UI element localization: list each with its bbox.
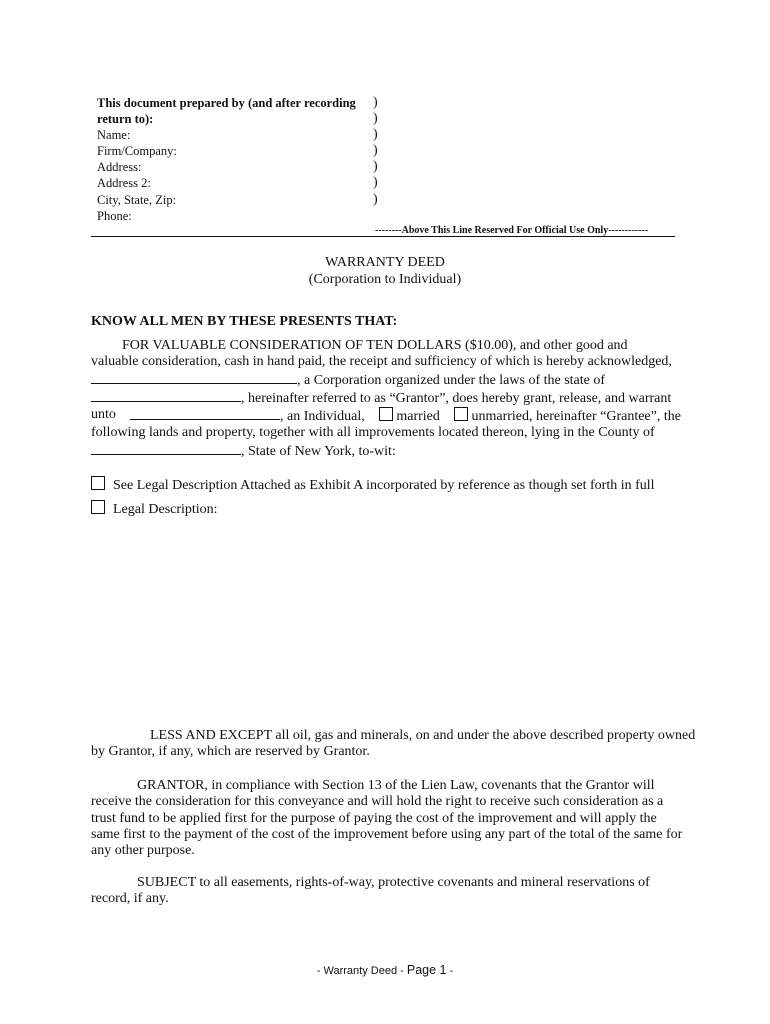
consideration-line3: , a Corporation organized under the laws of the state of [297, 372, 606, 388]
footer-doc-name: - Warranty Deed - [316, 965, 404, 977]
official-use-notice: --------Above This Line Reserved For Official Use Only------------ [375, 225, 649, 236]
document-title: WARRANTY DEED [325, 255, 445, 270]
divider-rule [91, 236, 675, 237]
individual-label: , an Individual, [279, 409, 365, 425]
exhibit-label: See Legal Description Attached as Exhibit A incorporated by reference as though set forth in full [113, 478, 655, 493]
grantor-line1: GRANTOR, in compliance with Section 13 of the Lien Law, covenants that the Grantor will [137, 778, 655, 793]
subject-line2: record, if any. [91, 891, 169, 907]
subject-line1: SUBJECT to all easements, rights-of-way, protective covenants and mineral reservations of [137, 875, 650, 890]
know-all-heading: KNOW ALL MEN BY THESE PRESENTS THAT: [91, 314, 398, 329]
corporation-name-blank[interactable] [91, 371, 297, 384]
bracket: ) [373, 127, 378, 143]
grantor-line2: receive the consideration for this conveyance and will hold the right to receive such consideration as a [91, 794, 664, 810]
unmarried-label: unmarried, hereinafter “Grantee”, the [471, 409, 681, 425]
consideration-line1: FOR VALUABLE CONSIDERATION OF TEN DOLLARS ($10.00), and other good and [122, 338, 628, 353]
bracket: ) [373, 175, 378, 191]
married-label: married [396, 409, 440, 425]
unto-label: unto [91, 407, 116, 423]
preparer-heading-line1: This document prepared by (and after recording [97, 96, 356, 110]
consideration-line6: following lands and property, together with all improvements located thereon, lying in the County of [91, 425, 655, 441]
bracket: ) [373, 143, 378, 159]
field-phone-label: Phone: [97, 208, 132, 223]
page-footer [0, 963, 770, 977]
subject-paragraph [91, 875, 681, 908]
bracket: ) [373, 159, 378, 175]
married-checkbox[interactable] [379, 407, 393, 421]
legal-description-checkbox[interactable] [91, 500, 105, 514]
bracket-column [373, 95, 378, 208]
unmarried-checkbox[interactable] [454, 407, 468, 421]
footer-suffix: - [449, 965, 454, 977]
field-address2-label: Address 2: [97, 176, 151, 191]
grantee-name-blank[interactable] [130, 407, 280, 420]
consideration-paragraph [91, 338, 681, 460]
grantor-line4: same first to the payment of the cost of the improvement before using any part of the total of the same for [91, 826, 683, 842]
bracket: ) [373, 191, 378, 207]
field-city-state-zip-label: City, State, Zip: [97, 192, 177, 207]
preparer-block [97, 95, 377, 224]
consideration-line2: valuable consideration, cash in hand paid, the receipt and sufficiency of which is hereby acknowledged, [91, 354, 672, 370]
bracket: ) [373, 111, 378, 127]
less-except-line1: LESS AND EXCEPT all oil, gas and minerals, on and under the above described property owned [150, 728, 696, 743]
grantor-paragraph [91, 778, 681, 859]
legal-description-label: Legal Description: [113, 502, 218, 517]
bracket: ) [373, 95, 378, 110]
less-except-paragraph [91, 728, 696, 761]
exhibit-checkbox[interactable] [91, 476, 105, 490]
state-blank[interactable] [91, 389, 241, 402]
preparer-heading-line2: return to): [97, 112, 154, 127]
less-except-line2: by Grantor, if any, which are reserved by Grantor. [91, 744, 370, 760]
grantor-line3: trust fund to be applied first for the purpose of paying the cost of the improvement and will apply the [91, 810, 657, 826]
legal-description-option [91, 500, 218, 518]
field-name-label: Name: [97, 128, 131, 143]
footer-page-number: Page 1 [406, 963, 447, 977]
exhibit-option [91, 476, 655, 494]
grantor-line5: any other purpose. [91, 843, 195, 859]
field-firm-label: Firm/Company: [97, 144, 177, 159]
consideration-line7: , State of New York, to-wit: [241, 443, 396, 459]
document-subtitle: (Corporation to Individual) [308, 272, 462, 287]
field-address-label: Address: [97, 160, 142, 175]
county-blank[interactable] [91, 442, 241, 455]
consideration-line4: , hereinafter referred to as “Grantor”, does hereby grant, release, and warrant [241, 390, 672, 406]
